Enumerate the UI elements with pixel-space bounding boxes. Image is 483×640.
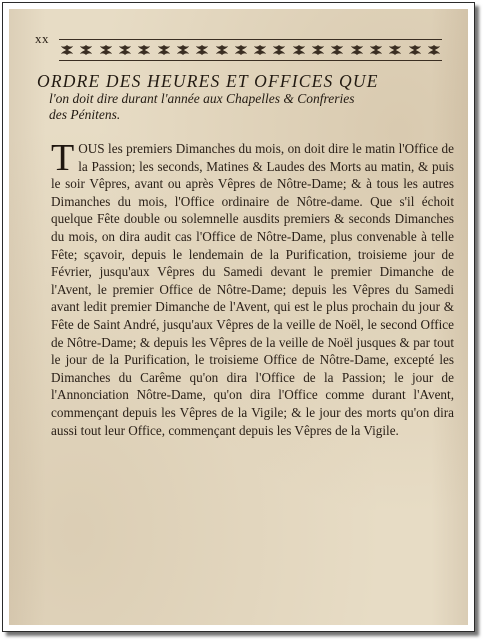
fleuron-icon xyxy=(175,44,191,56)
ornament-band xyxy=(59,39,442,61)
fleuron-icon xyxy=(136,44,152,56)
fleuron-icon xyxy=(271,44,287,56)
fleuron-icon xyxy=(310,44,326,56)
page-title xyxy=(33,71,453,123)
fleuron-icon xyxy=(387,44,403,56)
fleuron-icon xyxy=(98,44,114,56)
book-page xyxy=(9,9,468,625)
title-line-3: des Pénitens. xyxy=(49,107,121,122)
body-text: OUS les premiers Dimanches du mois, on doit dire le matin l'Office de la Passion; les seconds, Matines & Laudes des Morts au matin, & puis le soir Vêpres, avant ou après Vêpres de Nôtre-Dame; & à tous les autres Dimanches du mois, l'Office ordinaire de Nôtre-dame. Que s'il échoit quelque Fête double ou solemnelle ausdits premiers & seconds Dimanches du mois, on dira audit cas l'Office de Nôtre-Dame, plus convenable à telle Fête; sçavoir, depuis le lendemain de la Purification, troisieme jour de Février, jusqu'aux Vêpres du Samedi devant le premier Dimanche de l'Avent, le premier Office de Nôtre-Dame; depuis les Vêpres du Samedi avant ledit premier Dimanche de l'Avent, qui est le plus prochain du jour & Fête de Saint André, jusqu'aux Vêpres de la veille de Noël, le second Office de Nôtre-Dame; & depuis les Vêpres de la veille de Noël jusques & par tout le jour de la Purification, le troisieme Office de Nôtre-Dame, excepté les Dimanches du Carême qu'on dira l'Office de la Passion; le jour de l'Annonciation Nôtre-Dame, qu'on dira l'Office comme durant l'Avent, commençant depuis les Vêpres de la Vigile; & le jour des morts qu'on dira aussi tout leur Office, commençant depuis les Vêpres de la Vigile. xyxy=(51,141,454,438)
fleuron-icon xyxy=(368,44,384,56)
fleuron-icon xyxy=(117,44,133,56)
page-number: xx xyxy=(35,31,49,46)
fleuron-icon xyxy=(78,44,94,56)
fleuron-icon xyxy=(233,44,249,56)
drop-cap: T xyxy=(51,137,75,179)
fleuron-icon xyxy=(426,44,442,56)
body-paragraph xyxy=(51,137,454,439)
title-line-1: ORDRE DES HEURES ET OFFICES QUE xyxy=(37,71,379,91)
image-frame xyxy=(2,2,475,632)
fleuron-icon xyxy=(194,44,210,56)
fleuron-icon xyxy=(214,44,230,56)
fleuron-icon xyxy=(407,44,423,56)
fleuron-icon xyxy=(349,44,365,56)
fleuron-icon xyxy=(291,44,307,56)
fleuron-icon xyxy=(329,44,345,56)
fleuron-icon xyxy=(59,44,75,56)
title-line-2: l'on doit dire durant l'année aux Chapelles & Confreries xyxy=(49,91,355,106)
fleuron-icon xyxy=(252,44,268,56)
fleuron-icon xyxy=(156,44,172,56)
